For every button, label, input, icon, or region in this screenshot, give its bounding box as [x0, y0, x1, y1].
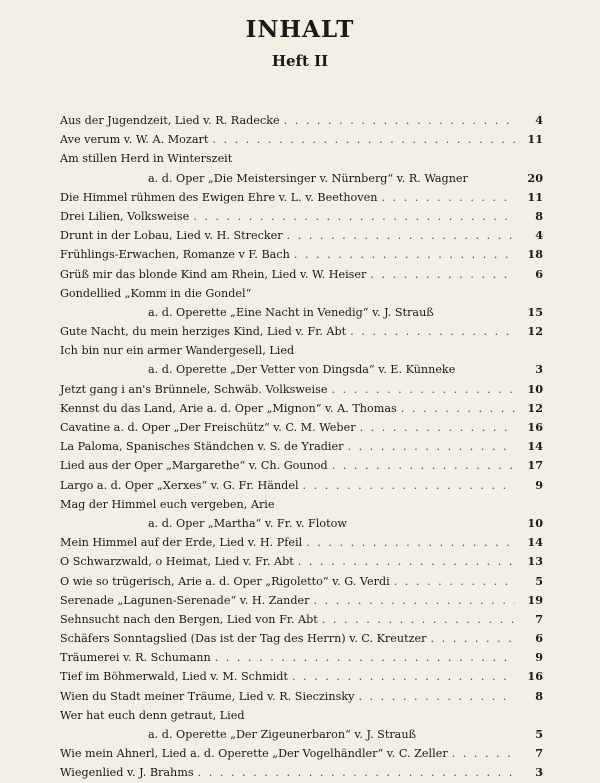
toc-entry [60, 533, 543, 552]
entry-title: Serenade „Lagunen-Serenade“ v. H. Zander [60, 593, 310, 607]
toc-entry [60, 476, 543, 495]
leader-dots [292, 667, 515, 686]
entry-title: Drunt in der Lobau, Lied v. H. Strecker [60, 229, 283, 243]
page-number: 9 [535, 650, 543, 665]
entry-title: a. d. Oper „Martha“ v. Fr. v. Flotow [148, 516, 347, 530]
entry-title: Grüß mir das blonde Kind am Rhein, Lied v. W. Heiser [60, 267, 367, 281]
toc-entry [60, 667, 543, 686]
entry-title: Ich bin nur ein armer Wandergesell, Lied [60, 344, 295, 358]
page-number: 5 [535, 573, 543, 588]
leader-dots [347, 437, 515, 456]
entry-title: Wiegenlied v. J. Brahms [60, 766, 194, 780]
page-number: 19 [527, 592, 543, 607]
entry-title: Aus der Jugendzeit, Lied v. R. Radecke [60, 114, 280, 127]
toc-entry [60, 341, 543, 360]
page-number: 6 [535, 631, 543, 646]
leader-dots [331, 380, 515, 399]
toc-entry-continuation [60, 514, 543, 533]
entry-title: a. d. Oper „Die Meistersinger v. Nürnberg“ v. R. Wagner [148, 171, 468, 185]
page-number: 16 [527, 420, 543, 434]
leader-dots [294, 245, 515, 264]
leader-dots [303, 476, 515, 495]
toc-entry [60, 322, 543, 341]
leader-dots [452, 744, 515, 763]
entry-title: Kennst du das Land, Arie a. d. Oper „Mignon“ v. A. Thomas [60, 401, 397, 415]
page-number: 14 [527, 439, 543, 454]
toc-entry [60, 648, 543, 667]
page-number: 15 [527, 304, 543, 319]
toc-entry [60, 245, 543, 264]
page-number: 17 [527, 458, 543, 473]
leader-dots [212, 130, 515, 149]
entry-title: O wie so trügerisch, Arie a. d. Oper „Rigoletto“ v. G. Verdi [60, 574, 390, 588]
leader-dots [322, 610, 515, 629]
entry-title: a. d. Operette „Der Zigeunerbaron“ v. J. Strauß [148, 728, 417, 741]
toc-entry [60, 629, 543, 648]
toc-entry-continuation [60, 169, 543, 188]
toc-entry [60, 456, 543, 475]
entry-title: a. d. Operette „Der Vetter von Dingsda“ v. E. Künneke [148, 363, 456, 377]
leader-dots [394, 572, 515, 591]
toc-entry [60, 744, 543, 763]
toc-entry [60, 591, 543, 610]
leader-dots [287, 226, 515, 245]
entry-title: Mein Himmel auf der Erde, Lied v. H. Pfeil [60, 536, 303, 550]
toc-entry [60, 552, 543, 571]
page-number: 12 [527, 400, 543, 415]
toc-entry [60, 706, 543, 725]
toc-entry [60, 418, 543, 437]
page-number: 14 [527, 535, 543, 550]
leader-dots [350, 322, 515, 341]
page-number: 8 [535, 208, 543, 223]
toc-entry [60, 763, 543, 782]
page-number: 9 [535, 477, 543, 492]
page-number: 4 [535, 113, 543, 127]
toc-entry [60, 226, 543, 245]
entry-title: O Schwarzwald, o Heimat, Lied v. Fr. Abt [60, 555, 294, 569]
page-number: 11 [527, 132, 543, 147]
toc-entry [60, 265, 543, 284]
entry-title: Gondellied „Komm in die Gondel“ [60, 286, 252, 300]
page-number: 5 [535, 727, 543, 741]
page-number: 7 [535, 746, 543, 761]
toc-entry [60, 207, 543, 226]
page-number: 4 [535, 228, 543, 243]
toc-entry [60, 495, 543, 514]
leader-dots [358, 687, 515, 706]
entry-title: Cavatine a. d. Oper „Der Freischütz“ v. C. M. Weber [60, 421, 356, 434]
entry-title: Schäfers Sonntagslied (Das ist der Tag des Herrn) v. C. Kreutzer [60, 632, 427, 646]
page-number: 10 [527, 515, 543, 530]
entry-title: Wien du Stadt meiner Träume, Lied v. R. Sieczinsky [60, 689, 355, 703]
toc-entry-continuation [60, 725, 543, 744]
toc-entry [60, 111, 543, 130]
entry-title: Träumerei v. R. Schumann [60, 651, 211, 665]
leader-dots [401, 399, 515, 418]
toc-entry [60, 572, 543, 591]
entry-title: a. d. Operette „Eine Nacht in Venedig“ v. J. Strauß [148, 305, 434, 319]
page-number: 13 [527, 554, 543, 569]
entry-title: Die Himmel rühmen des Ewigen Ehre v. L. v. Beethoven [60, 190, 378, 204]
page-number: 11 [527, 189, 543, 204]
leader-dots [360, 418, 515, 437]
table-of-contents [60, 111, 543, 783]
leader-dots [215, 648, 515, 667]
toc-entry [60, 188, 543, 207]
entry-title: Drei Lilien, Volksweise [60, 209, 190, 223]
leader-dots [198, 763, 515, 782]
toc-entry [60, 149, 543, 168]
toc-entry [60, 380, 543, 399]
page-number: 10 [527, 381, 543, 396]
entry-title: Am stillen Herd in Winterszeit [60, 152, 233, 166]
entry-title: Gute Nacht, du mein herziges Kind, Lied v. Fr. Abt [60, 325, 347, 339]
page-number: 3 [535, 362, 543, 377]
leader-dots [381, 188, 515, 207]
leader-dots [306, 533, 515, 552]
page-number: 12 [527, 324, 543, 339]
toc-entry [60, 437, 543, 456]
page-number: 18 [527, 247, 543, 262]
leader-dots [370, 265, 515, 284]
leader-dots [313, 591, 515, 610]
page-number: 16 [527, 669, 543, 684]
entry-title: Wie mein Ahnerl, Lied a. d. Operette „Der Vogelhändler“ v. C. Zeller [60, 747, 448, 761]
page-title: INHALT [245, 16, 355, 43]
toc-entry-continuation [60, 303, 543, 322]
leader-dots [193, 207, 515, 226]
toc-entry [60, 284, 543, 303]
toc-entry [60, 610, 543, 629]
page-number: 7 [535, 611, 543, 626]
entry-title: Jetzt gang i an's Brünnele, Schwäb. Volksweise [60, 382, 328, 396]
entry-title: La Paloma, Spanisches Ständchen v. S. de Yradier [60, 440, 344, 454]
page-subtitle: Heft II [271, 52, 329, 70]
toc-entry [60, 399, 543, 418]
entry-title: Frühlings-Erwachen, Romanze v F. Bach [60, 248, 290, 262]
page-number: 6 [535, 266, 543, 281]
entry-title: Sehnsucht nach den Bergen, Lied von Fr. Abt [60, 612, 318, 626]
toc-entry [60, 687, 543, 706]
entry-title: Tief im Böhmerwald, Lied v. M. Schmidt [60, 670, 288, 684]
leader-dots [298, 552, 515, 571]
entry-title: Mag der Himmel euch vergeben, Arie [60, 497, 275, 511]
entry-title: Wer hat euch denn getraut, Lied [60, 708, 245, 722]
leader-dots [284, 111, 515, 130]
leader-dots [430, 629, 515, 648]
page-number: 3 [535, 765, 543, 780]
toc-entry [60, 130, 543, 149]
toc-entry-continuation [60, 360, 543, 379]
leader-dots [332, 456, 515, 475]
entry-title: Ave verum v. W. A. Mozart [60, 133, 209, 147]
entry-title: Largo a. d. Oper „Xerxes“ v. G. Fr. Händel [60, 478, 299, 492]
page-number: 8 [535, 688, 543, 703]
page-number: 20 [527, 170, 543, 185]
entry-title: Lied aus der Oper „Margarethe“ v. Ch. Gounod [60, 459, 328, 473]
